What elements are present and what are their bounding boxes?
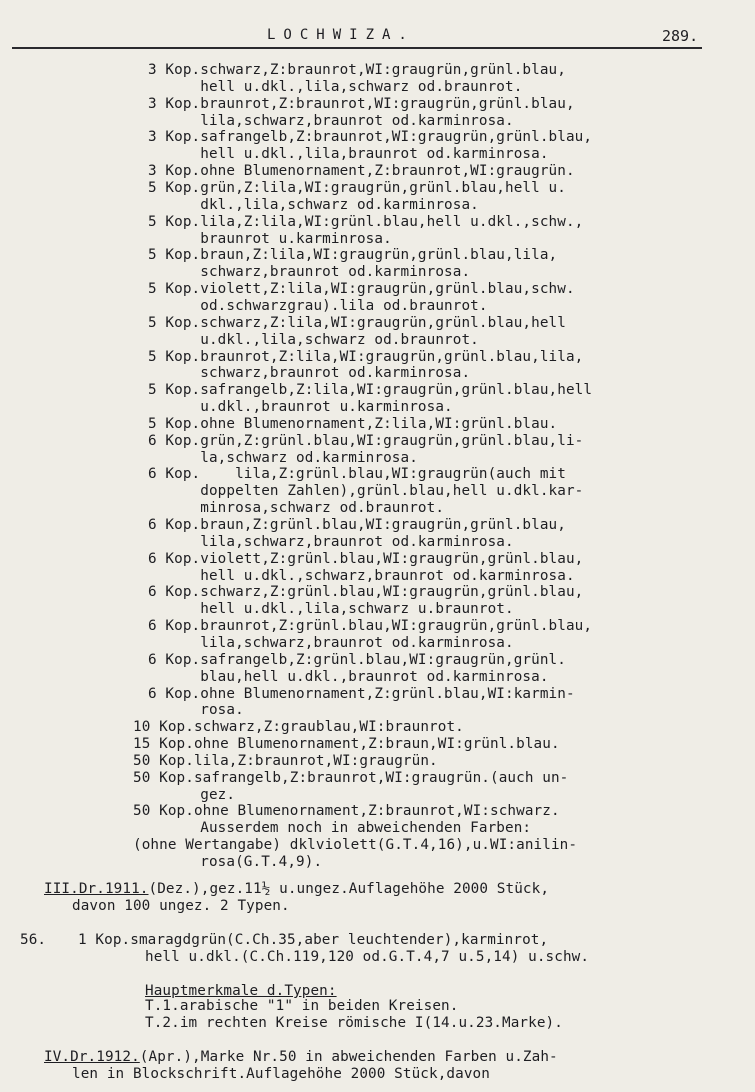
listing-line: 15 Kop.ohne Blumenornament,Z:braun,WI:grünl.blau.	[133, 736, 560, 752]
listing-line: 5 Kop.braunrot,Z:lila,WI:graugrün,grünl.blau,lila,	[148, 348, 584, 365]
listing-line: 3 Kop.ohne Blumenornament,Z:braunrot,WI:graugrün.	[148, 163, 575, 180]
section-iv-heading: IV.Dr.1912.	[44, 1049, 140, 1065]
listing-line: 5 Kop.safrangelb,Z:lila,WI:graugrün,grünl.blau,hell	[148, 382, 593, 399]
item-56-line-1: 1 Kop.smaragdgrün(C.Ch.35,aber leuchtender),karminrot,	[78, 932, 549, 948]
listing-line: lila,schwarz,braunrot od.karminrosa.	[148, 112, 514, 129]
listing-line: hell u.dkl.,lila,braunrot od.karminrosa.	[148, 146, 549, 163]
listing-line: 6 Kop.ohne Blumenornament,Z:grünl.blau,WI:karmin-	[148, 685, 575, 702]
listing-line: 3 Kop.braunrot,Z:braunrot,WI:graugrün,grünl.blau,	[148, 95, 575, 112]
listing-line: 10 Kop.schwarz,Z:graublau,WI:braunrot.	[133, 719, 464, 736]
listing-line: blau,hell u.dkl.,braunrot od.karminrosa.	[148, 668, 549, 685]
listing-line: 50 Kop.lila,Z:braunrot,WI:graugrün.	[133, 752, 438, 769]
listing-line: 5 Kop.grün,Z:lila,WI:graugrün,grünl.blau,hell u.	[148, 180, 566, 196]
listing-line: (ohne Wertangabe) dklviolett(G.T.4,16),u.WI:anilin-	[133, 837, 578, 854]
page-title: LOCHWIZA.	[267, 27, 415, 43]
listing-line: 5 Kop.ohne Blumenornament,Z:lila,WI:grünl.blau.	[148, 415, 558, 432]
listing-line: hell u.dkl.,schwarz,braunrot od.karminrosa.	[148, 567, 575, 584]
listing-line: 6 Kop.braun,Z:grünl.blau,WI:graugrün,grünl.blau,	[148, 517, 566, 533]
listing-line: 3 Kop.safrangelb,Z:braunrot,WI:graugrün,grünl.blau,	[148, 129, 593, 146]
listing-line: 6 Kop.violett,Z:grünl.blau,WI:graugrün,grünl.blau,	[148, 550, 584, 567]
listing-line: gez.	[148, 786, 236, 803]
listing-line: 5 Kop.braun,Z:lila,WI:graugrün,grünl.blau,lila,	[148, 247, 558, 264]
listing-line: schwarz,braunrot od.karminrosa.	[148, 264, 471, 281]
listing-line: Ausserdem noch in abweichenden Farben:	[148, 820, 532, 837]
listing-line: od.schwarzgrau).lila od.braunrot.	[148, 297, 488, 314]
section-iv-line-2: len in Blockschrift.Auflagehöhe 2000 Stück,davon	[72, 1066, 490, 1082]
feature-type-2: T.2.im rechten Kreise römische I(14.u.23.Marke).	[145, 1015, 563, 1031]
listing-line: 5 Kop.violett,Z:lila,WI:graugrün,grünl.blau,schw.	[148, 281, 575, 298]
listing-line: 6 Kop.braunrot,Z:grünl.blau,WI:graugrün,grünl.blau,	[148, 618, 593, 635]
item-56-number: 56.	[20, 932, 47, 948]
section-iii-heading: III.Dr.1911.	[44, 881, 149, 897]
listing-line: doppelten Zahlen),grünl.blau,hell u.dkl.kar-	[148, 483, 584, 500]
listing-line: 5 Kop.schwarz,Z:lila,WI:graugrün,grünl.blau,hell	[148, 314, 566, 331]
page-number: 289.	[662, 27, 699, 45]
listing-line: 3 Kop.schwarz,Z:braunrot,WI:graugrün,grünl.blau,	[148, 62, 566, 78]
listing-line: 6 Kop.schwarz,Z:grünl.blau,WI:graugrün,grünl.blau,	[148, 584, 584, 601]
listing-line: rosa(G.T.4,9).	[148, 854, 323, 870]
listing-line: lila,schwarz,braunrot od.karminrosa.	[148, 634, 514, 651]
listing-line: schwarz,braunrot od.karminrosa.	[148, 365, 471, 382]
listing-line: 6 Kop. lila,Z:grünl.blau,WI:graugrün(auch mit	[148, 466, 566, 483]
listing-line: hell u.dkl.,lila,schwarz u.braunrot.	[148, 601, 514, 618]
section-iii-line-1: III.Dr.1911.(Dez.),gez.11½ u.ungez.Auflagehöhe 2000 Stück,	[44, 881, 550, 897]
listing-line: lila,schwarz,braunrot od.karminrosa.	[148, 533, 514, 550]
listing-line: dkl.,lila,schwarz od.karminrosa.	[148, 196, 479, 213]
listing-line: braunrot u.karminrosa.	[148, 230, 392, 247]
listing-line: rosa.	[148, 702, 244, 719]
section-iii-line-2: davon 100 ungez. 2 Typen.	[72, 898, 290, 914]
listing-line: hell u.dkl.,lila,schwarz od.braunrot.	[148, 78, 523, 95]
listing-line: 6 Kop.grün,Z:grünl.blau,WI:graugrün,grünl.blau,li-	[148, 432, 584, 449]
listing-line: 50 Kop.safrangelb,Z:braunrot,WI:graugrün.(auch un-	[133, 769, 569, 786]
feature-type-1: T.1.arabische "1" in beiden Kreisen.	[145, 998, 459, 1014]
listing-line: 6 Kop.safrangelb,Z:grünl.blau,WI:graugrün,grünl.	[148, 651, 566, 668]
section-iv-line-1: IV.Dr.1912.(Apr.),Marke Nr.50 in abweichenden Farben u.Zah-	[44, 1049, 558, 1065]
features-heading: Hauptmerkmale d.Typen:	[145, 983, 337, 999]
page-header	[12, 27, 702, 49]
listing-line: la,schwarz od.karminrosa.	[148, 449, 418, 466]
listing-line: 5 Kop.lila,Z:lila,WI:grünl.blau,hell u.dkl.,schw.,	[148, 213, 584, 230]
listing-line: u.dkl.,lila,schwarz od.braunrot.	[148, 331, 479, 348]
listing-line: 50 Kop.ohne Blumenornament,Z:braunrot,WI:schwarz.	[133, 803, 560, 820]
item-56-line-2: hell u.dkl.(C.Ch.119,120 od.G.T.4,7 u.5,14) u.schw.	[145, 949, 590, 965]
listing-line: u.dkl.,braunrot u.karminrosa.	[148, 399, 453, 415]
listing-line: minrosa,schwarz od.braunrot.	[148, 500, 445, 517]
